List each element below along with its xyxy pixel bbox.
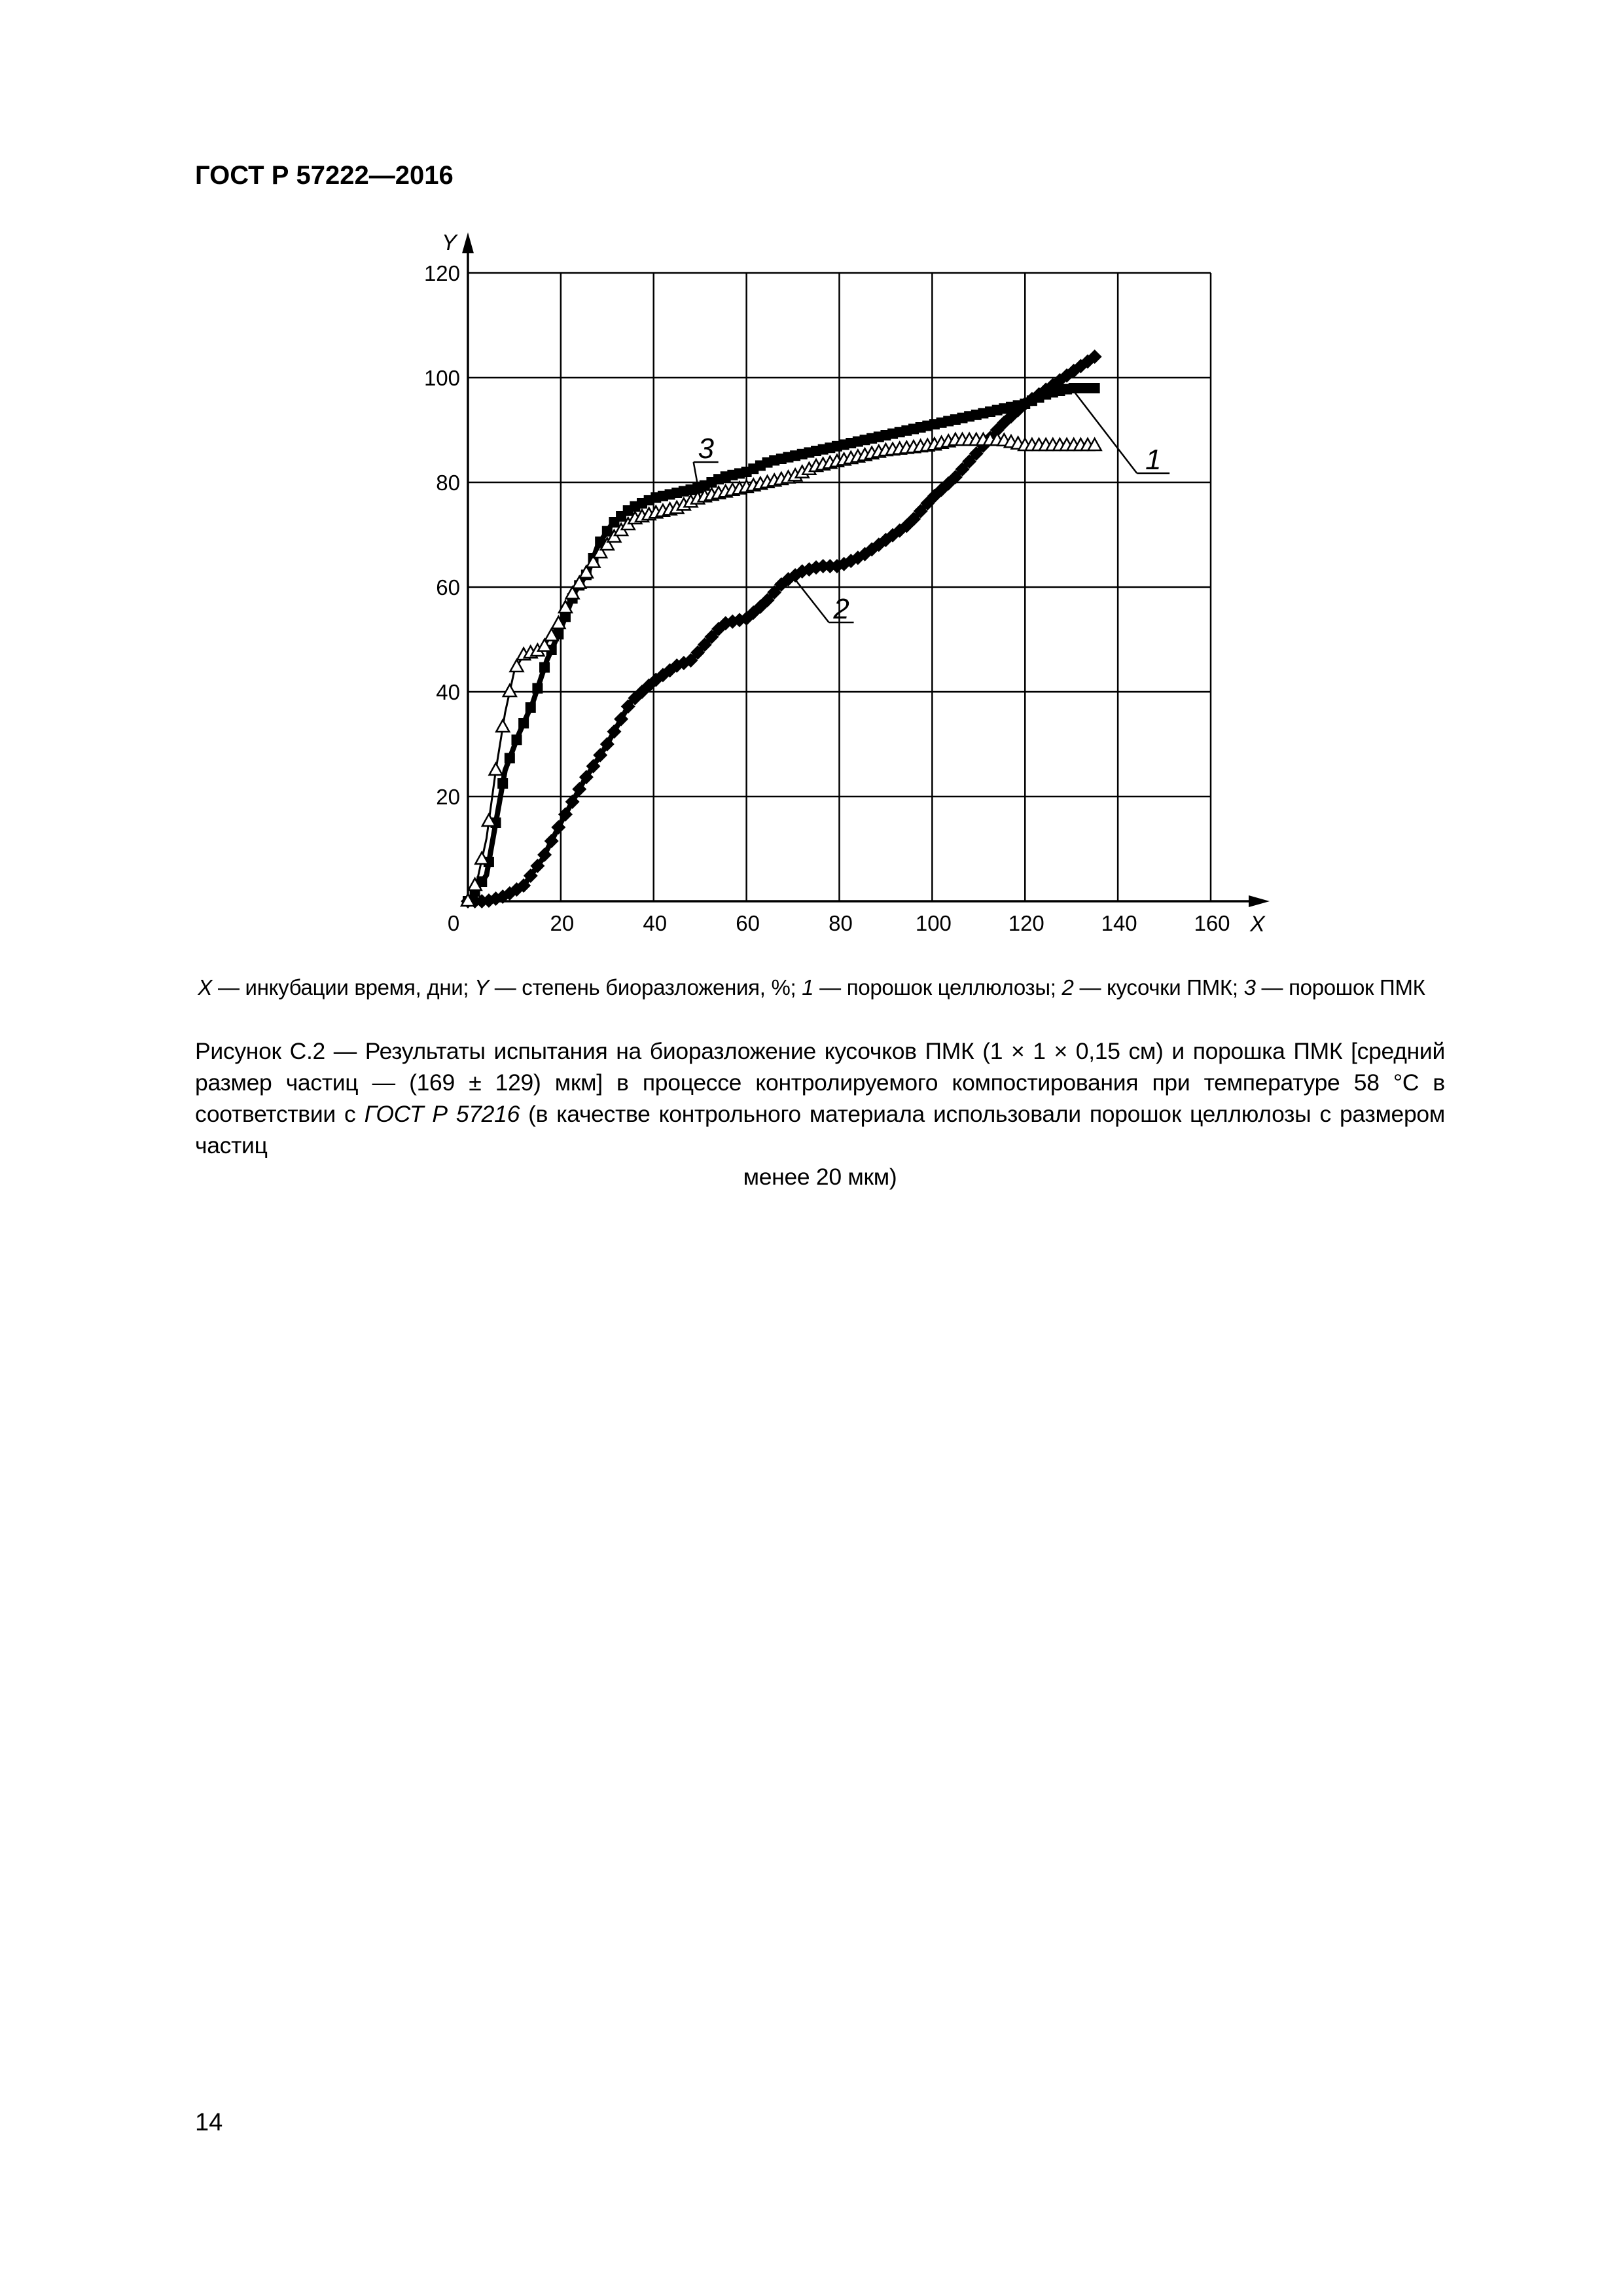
caption-text-1: Рисунок С.2 — Результаты испытания на биоразложение кусочков ПМК (1 × 1 × 0,15 см) и порошка ПМК [средний размер частиц — (169 ± 129) мкм] в процессе контролируемого компостирования при температуре 58 °С в соответствии с [195,1038,1445,1127]
annotation-label-1: 1 [1145,444,1162,476]
x-tick-label: 60 [736,911,760,935]
series-1-marker [526,702,536,713]
caption-text-2: (в качестве контрольного материала использовали порошок целлюлозы с размером частиц [195,1101,1445,1158]
biodegradation-chart [0,0,1623,962]
x-tick-label: 0 [447,911,460,935]
legend-x-symbol: X [198,975,213,999]
legend-series-2-text: — кусочки ПМК; [1073,975,1244,999]
caption-last-line: менее 20 мкм) [743,1164,897,1190]
series [461,350,1102,908]
legend-y-text: — степень биоразложения, %; [488,975,802,999]
x-tick-label: 140 [1101,911,1137,935]
x-tick-label: 40 [643,911,668,935]
legend-x-text: — инкубации время, дни; [212,975,475,999]
series-1-marker [539,662,550,673]
page-number: 14 [195,2109,223,2136]
series-1-marker [1090,383,1100,393]
legend-series-3-text: — порошок ПМК [1255,975,1425,999]
series-1-marker [505,753,515,763]
series-3-marker [503,685,516,696]
annotation-leader-2 [793,577,829,622]
y-axis-label: Y [442,230,457,255]
series-1-marker [532,683,543,694]
legend-series-1-symbol: 1 [802,975,814,999]
x-axis-label: X [1250,912,1265,937]
legend-series-3-symbol: 3 [1243,975,1256,999]
series-3-line [468,440,1095,901]
x-tick-label: 160 [1194,911,1230,935]
series-3-marker [510,660,523,672]
x-tick-label: 100 [915,911,952,935]
y-tick-label: 80 [436,471,460,495]
x-axis-arrow [1249,895,1270,907]
series-3-marker [490,763,503,775]
annotation-leader-1 [1071,388,1137,473]
series-1-marker [518,718,529,728]
figure-caption [195,1035,1445,1193]
x-tick-label: 20 [550,911,575,935]
tick-labels [424,230,1266,937]
series-1-marker [511,734,522,745]
y-axis-arrow [462,232,474,253]
chart-legend [190,975,1433,1000]
legend-y-symbol: Y [474,975,489,999]
y-tick-label: 40 [436,680,460,704]
y-tick-label: 100 [423,366,460,390]
document-header: ГОСТ Р 57222—2016 [195,161,454,190]
x-tick-label: 80 [829,911,853,935]
legend-series-1-text: — порошок целлюлозы; [813,975,1062,999]
series-3-marker [496,720,509,732]
caption-standard-reference: ГОСТ Р 57216 [364,1101,520,1127]
legend-series-2-symbol: 2 [1061,975,1074,999]
y-tick-label: 20 [436,785,460,809]
y-tick-label: 120 [423,261,460,285]
x-tick-label: 120 [1008,911,1044,935]
annotation-label-3: 3 [698,433,714,465]
annotation-label-2: 2 [833,593,849,625]
y-tick-label: 60 [436,575,460,600]
series-1-marker [497,778,508,789]
